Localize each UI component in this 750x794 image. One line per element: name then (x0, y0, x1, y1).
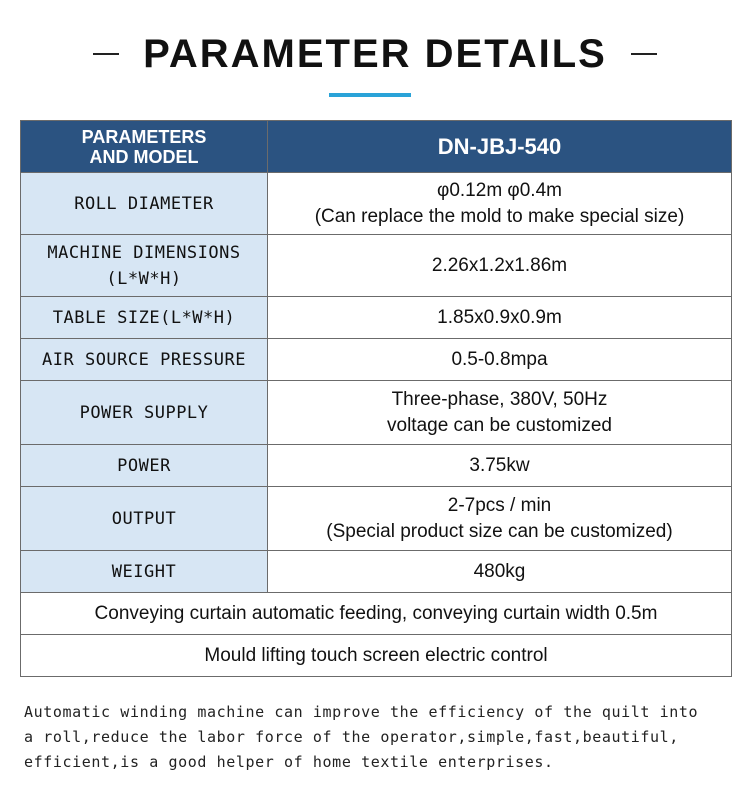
row-value-table-size (268, 297, 732, 339)
title-dash-right (631, 53, 657, 55)
row-value-weight (268, 551, 732, 593)
table-row (21, 635, 732, 677)
row-value-power-supply (268, 381, 732, 445)
row-label-table-size (21, 297, 268, 339)
row-label-power (21, 445, 268, 487)
label-line: POWER (117, 455, 171, 476)
value-line: (Can replace the mold to make special size) (314, 205, 685, 227)
table-row (21, 173, 732, 235)
table-row (21, 445, 732, 487)
table-row (21, 593, 732, 635)
label-line: MACHINE DIMENSIONS (47, 242, 241, 263)
label-line: AIR SOURCE PRESSURE (42, 349, 246, 370)
header-parameters-and-model (21, 121, 268, 173)
row-label-roll-diameter (21, 173, 268, 235)
value-line: Three-phase, 380V, 50Hz (391, 388, 608, 410)
value-line: 3.75kw (469, 454, 530, 476)
row-value-power (268, 445, 732, 487)
value-line: voltage can be customized (387, 414, 612, 436)
label-line: (L*W*H) (106, 268, 182, 289)
value-line: 0.5-0.8mpa (451, 348, 548, 370)
table-row (21, 487, 732, 551)
row-value-air-source-pressure (268, 339, 732, 381)
description-paragraph (24, 700, 730, 775)
table-header-row (21, 121, 732, 173)
label-line: OUTPUT (111, 508, 177, 529)
value-line: (Special product size can be customized) (326, 520, 673, 542)
table-row (21, 339, 732, 381)
label-line: POWER SUPPLY (79, 402, 209, 423)
value-line: φ0.12m φ0.4m (437, 179, 562, 201)
value-line: 480kg (473, 560, 526, 582)
row-value-machine-dimensions (268, 235, 732, 297)
label-line: TABLE SIZE(L*W*H) (52, 307, 236, 328)
header-left-line: AND MODEL (89, 146, 199, 167)
row-value-output (268, 487, 732, 551)
row-label-air-source-pressure (21, 339, 268, 381)
value-line: 2.26x1.2x1.86m (431, 254, 568, 276)
row-label-output (21, 487, 268, 551)
parameter-table (20, 120, 732, 677)
header-model-name: DN-JBJ-540 (268, 121, 732, 173)
row-label-weight (21, 551, 268, 593)
page-title: PARAMETER DETAILS (143, 31, 607, 76)
row-value-roll-diameter (268, 173, 732, 235)
description-line: Automatic winding machine can improve the efficiency of the quilt into (24, 703, 699, 721)
row-conveying-curtain: Conveying curtain automatic feeding, conveying curtain width 0.5m (21, 593, 732, 635)
table-row (21, 551, 732, 593)
description-line: a roll,reduce the labor force of the operator,simple,fast,beautiful, (24, 728, 679, 746)
row-mould-lifting: Mould lifting touch screen electric control (21, 635, 732, 677)
table-row (21, 381, 732, 445)
row-label-machine-dimensions (21, 235, 268, 297)
label-line: ROLL DIAMETER (74, 193, 214, 214)
page-header (0, 24, 750, 84)
label-line: WEIGHT (111, 561, 177, 582)
title-dash-left (93, 53, 119, 55)
header-left-line: PARAMETERS (81, 126, 207, 147)
row-label-power-supply (21, 381, 268, 445)
table-row (21, 297, 732, 339)
description-line: efficient,is a good helper of home textile enterprises. (24, 753, 554, 771)
value-line: 2-7pcs / min (447, 494, 552, 516)
table-row (21, 235, 732, 297)
value-line: 1.85x0.9x0.9m (437, 306, 562, 328)
title-accent-bar (329, 93, 411, 97)
